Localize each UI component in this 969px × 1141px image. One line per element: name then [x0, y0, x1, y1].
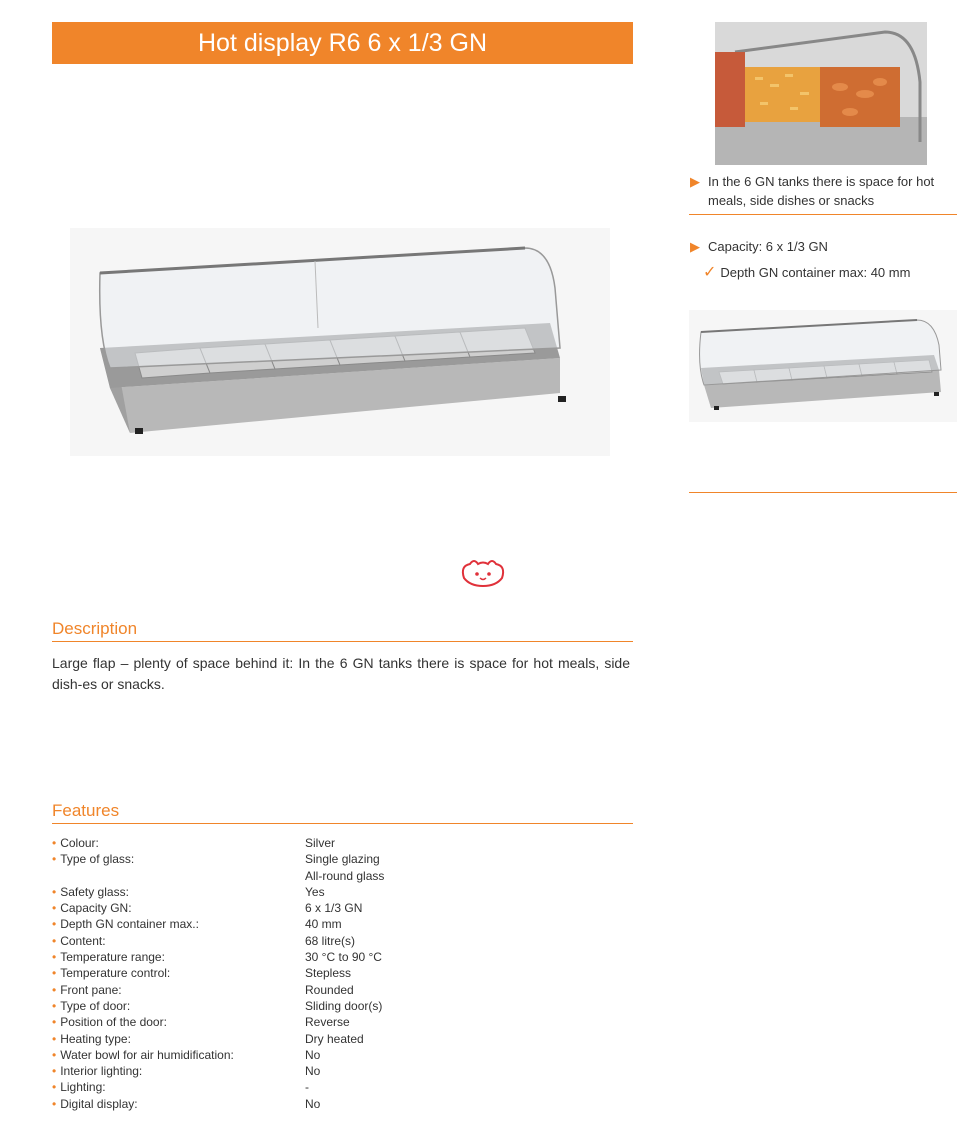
feature-value: 30 °C to 90 °C	[305, 950, 382, 965]
feature-key: • Lighting:	[52, 1080, 106, 1095]
feature-key: • Colour:	[52, 836, 99, 850]
feature-key: • Type of door:	[52, 998, 131, 1013]
bullet-dot-icon: •	[52, 1015, 57, 1030]
bullet-dot-icon: •	[52, 1064, 57, 1079]
feature-value: Yes	[305, 884, 325, 899]
bullet-dot-icon: •	[52, 1080, 57, 1095]
features-heading: Features	[52, 801, 633, 824]
feature-key: • Position of the door:	[52, 1015, 167, 1030]
feature-row	[52, 900, 633, 916]
feature-key: • Capacity GN:	[52, 901, 132, 916]
description-text: Large flap – plenty of space behind it: In the 6 GN tanks there is space for hot meals, side dish-es or snacks.	[52, 655, 630, 692]
feature-key: • Type of glass:	[52, 852, 135, 867]
feature-value: No	[305, 1064, 321, 1079]
bullet-dot-icon: •	[52, 1031, 57, 1046]
feature-row	[52, 851, 633, 884]
feature-row	[52, 982, 633, 998]
bullet-dot-icon: •	[52, 950, 57, 965]
feature-row	[52, 1096, 633, 1112]
bullet-dot-icon: •	[52, 1047, 57, 1062]
description-heading: Description	[52, 619, 633, 642]
sidebar-divider	[689, 214, 957, 215]
feature-value: Single glazing All-round glass	[305, 852, 385, 883]
feature-value: 40 mm	[305, 917, 342, 932]
arrow-icon: ▶	[690, 239, 700, 254]
feature-value: Silver	[305, 836, 336, 850]
page-title: Hot display R6 6 x 1/3 GN	[52, 22, 633, 64]
feature-key: • Digital display:	[52, 1096, 138, 1111]
feature-key: • Safety glass:	[52, 884, 129, 899]
feature-key: • Heating type:	[52, 1031, 131, 1046]
bullet-dot-icon: •	[52, 852, 57, 867]
feature-key: • Front pane:	[52, 982, 122, 997]
feature-row	[52, 916, 633, 932]
feature-row	[52, 884, 633, 900]
feature-value: No	[305, 1096, 321, 1111]
product-image	[70, 228, 610, 456]
feature-row	[52, 933, 633, 949]
arrow-icon: ▶	[690, 174, 700, 189]
feature-value: 6 x 1/3 GN	[305, 901, 363, 916]
feature-key: • Temperature range:	[52, 950, 165, 965]
bullet-dot-icon: •	[52, 1096, 57, 1111]
feature-row	[52, 1031, 633, 1047]
feature-row	[52, 1047, 633, 1063]
sidebar-divider-bottom	[689, 492, 957, 493]
feature-value: Rounded	[305, 982, 354, 997]
bullet-dot-icon: •	[52, 884, 57, 899]
bullet-capacity: ▶ Capacity: 6 x 1/3 GN	[690, 239, 828, 254]
feature-row	[52, 998, 633, 1014]
feature-value: No	[305, 1047, 321, 1062]
feature-key: • Water bowl for air humidification:	[52, 1047, 234, 1062]
product-thumbnail	[689, 310, 957, 422]
feature-key: • Interior lighting:	[52, 1064, 143, 1079]
bullet-dot-icon: •	[52, 966, 57, 981]
feature-value: Dry heated	[305, 1031, 364, 1046]
checkmark-icon: ✓	[703, 264, 717, 281]
feature-value: Reverse	[305, 1015, 350, 1030]
feature-row	[52, 965, 633, 981]
feature-value: 68 litre(s)	[305, 933, 356, 948]
bullet-dot-icon: •	[52, 998, 57, 1013]
bullet-dot-icon: •	[52, 917, 57, 932]
food-display-photo	[715, 22, 927, 165]
feature-value: Stepless	[305, 966, 352, 981]
feature-row	[52, 1014, 633, 1030]
feature-value: Sliding door(s)	[305, 998, 383, 1013]
bullet-dot-icon: •	[52, 933, 57, 948]
feature-row	[52, 1063, 633, 1079]
bullet-tanks: ▶ In the 6 GN tanks there is space for hot meals, side dishes or snacks	[690, 174, 935, 208]
bullet-dot-icon: •	[52, 982, 57, 997]
feature-value: -	[305, 1080, 309, 1095]
feature-key: • Depth GN container max.:	[52, 917, 199, 932]
feature-row	[52, 1079, 633, 1095]
bullet-dot-icon: •	[52, 901, 57, 916]
feature-row	[52, 949, 633, 965]
bullet-dot-icon: •	[52, 836, 57, 850]
feature-row	[52, 835, 633, 851]
feature-key: • Temperature control:	[52, 966, 171, 981]
cat-logo-icon	[456, 556, 510, 588]
features-table	[52, 835, 633, 1112]
feature-key: • Content:	[52, 933, 106, 948]
check-depth: ✓ Depth GN container max: 40 mm	[703, 264, 911, 281]
